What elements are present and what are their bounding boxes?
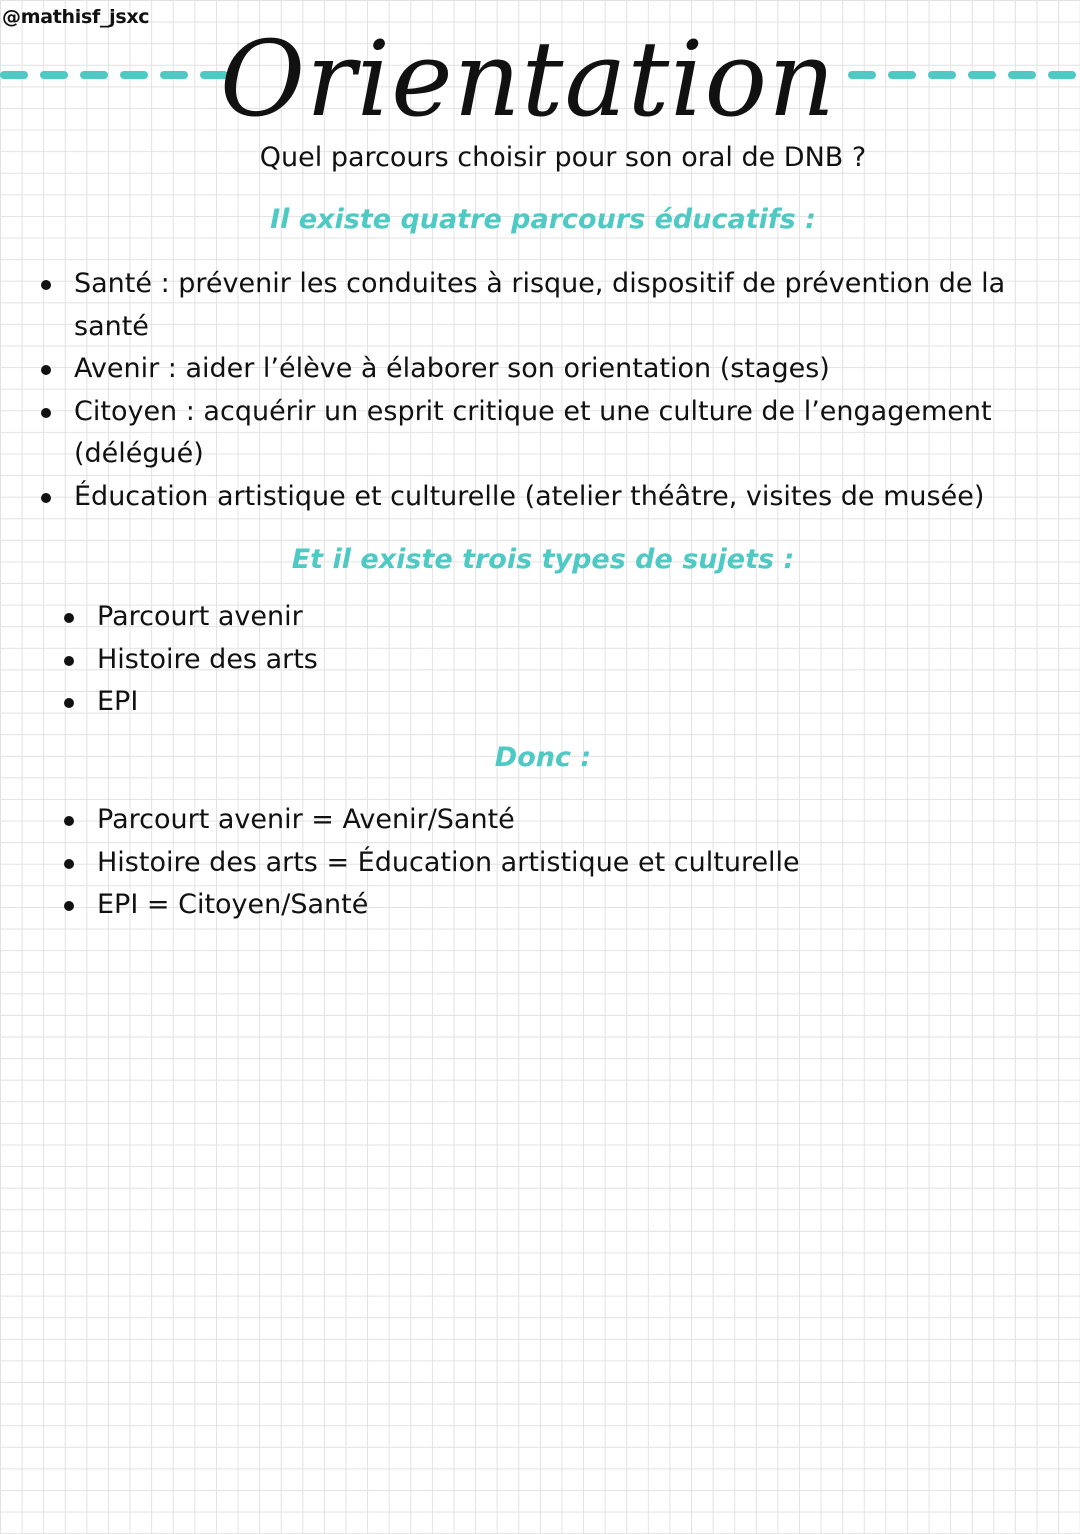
section-heading-sujets: Et il existe trois types de sujets : bbox=[291, 544, 795, 575]
parcours-list bbox=[74, 263, 1014, 518]
section-heading-parcours: Il existe quatre parcours éducatifs : bbox=[270, 204, 816, 235]
list-item: Avenir : aider l’élève à élaborer son orientation (stages) bbox=[74, 348, 1014, 391]
list-item: EPI bbox=[97, 681, 797, 724]
page-title: Orientation bbox=[219, 18, 837, 140]
list-item: Parcourt avenir = Avenir/Santé bbox=[97, 799, 897, 842]
author-handle: @mathisf_jsxc bbox=[2, 6, 150, 28]
sujets-list bbox=[97, 596, 797, 724]
list-item: EPI = Citoyen/Santé bbox=[97, 884, 897, 927]
list-item: Histoire des arts bbox=[97, 639, 797, 682]
page-subtitle: Quel parcours choisir pour son oral de DNB ? bbox=[259, 142, 867, 173]
section-heading-donc: Donc : bbox=[494, 742, 592, 773]
list-item: Histoire des arts = Éducation artistique et culturelle bbox=[97, 842, 897, 885]
correspondance-list bbox=[97, 799, 897, 927]
list-item: Citoyen : acquérir un esprit critique et une culture de l’engagement (délégué) bbox=[74, 391, 1014, 476]
list-item: Santé : prévenir les conduites à risque, dispositif de prévention de la santé bbox=[74, 263, 1014, 348]
list-item: Éducation artistique et culturelle (atelier théâtre, visites de musée) bbox=[74, 476, 1014, 519]
list-item: Parcourt avenir bbox=[97, 596, 797, 639]
